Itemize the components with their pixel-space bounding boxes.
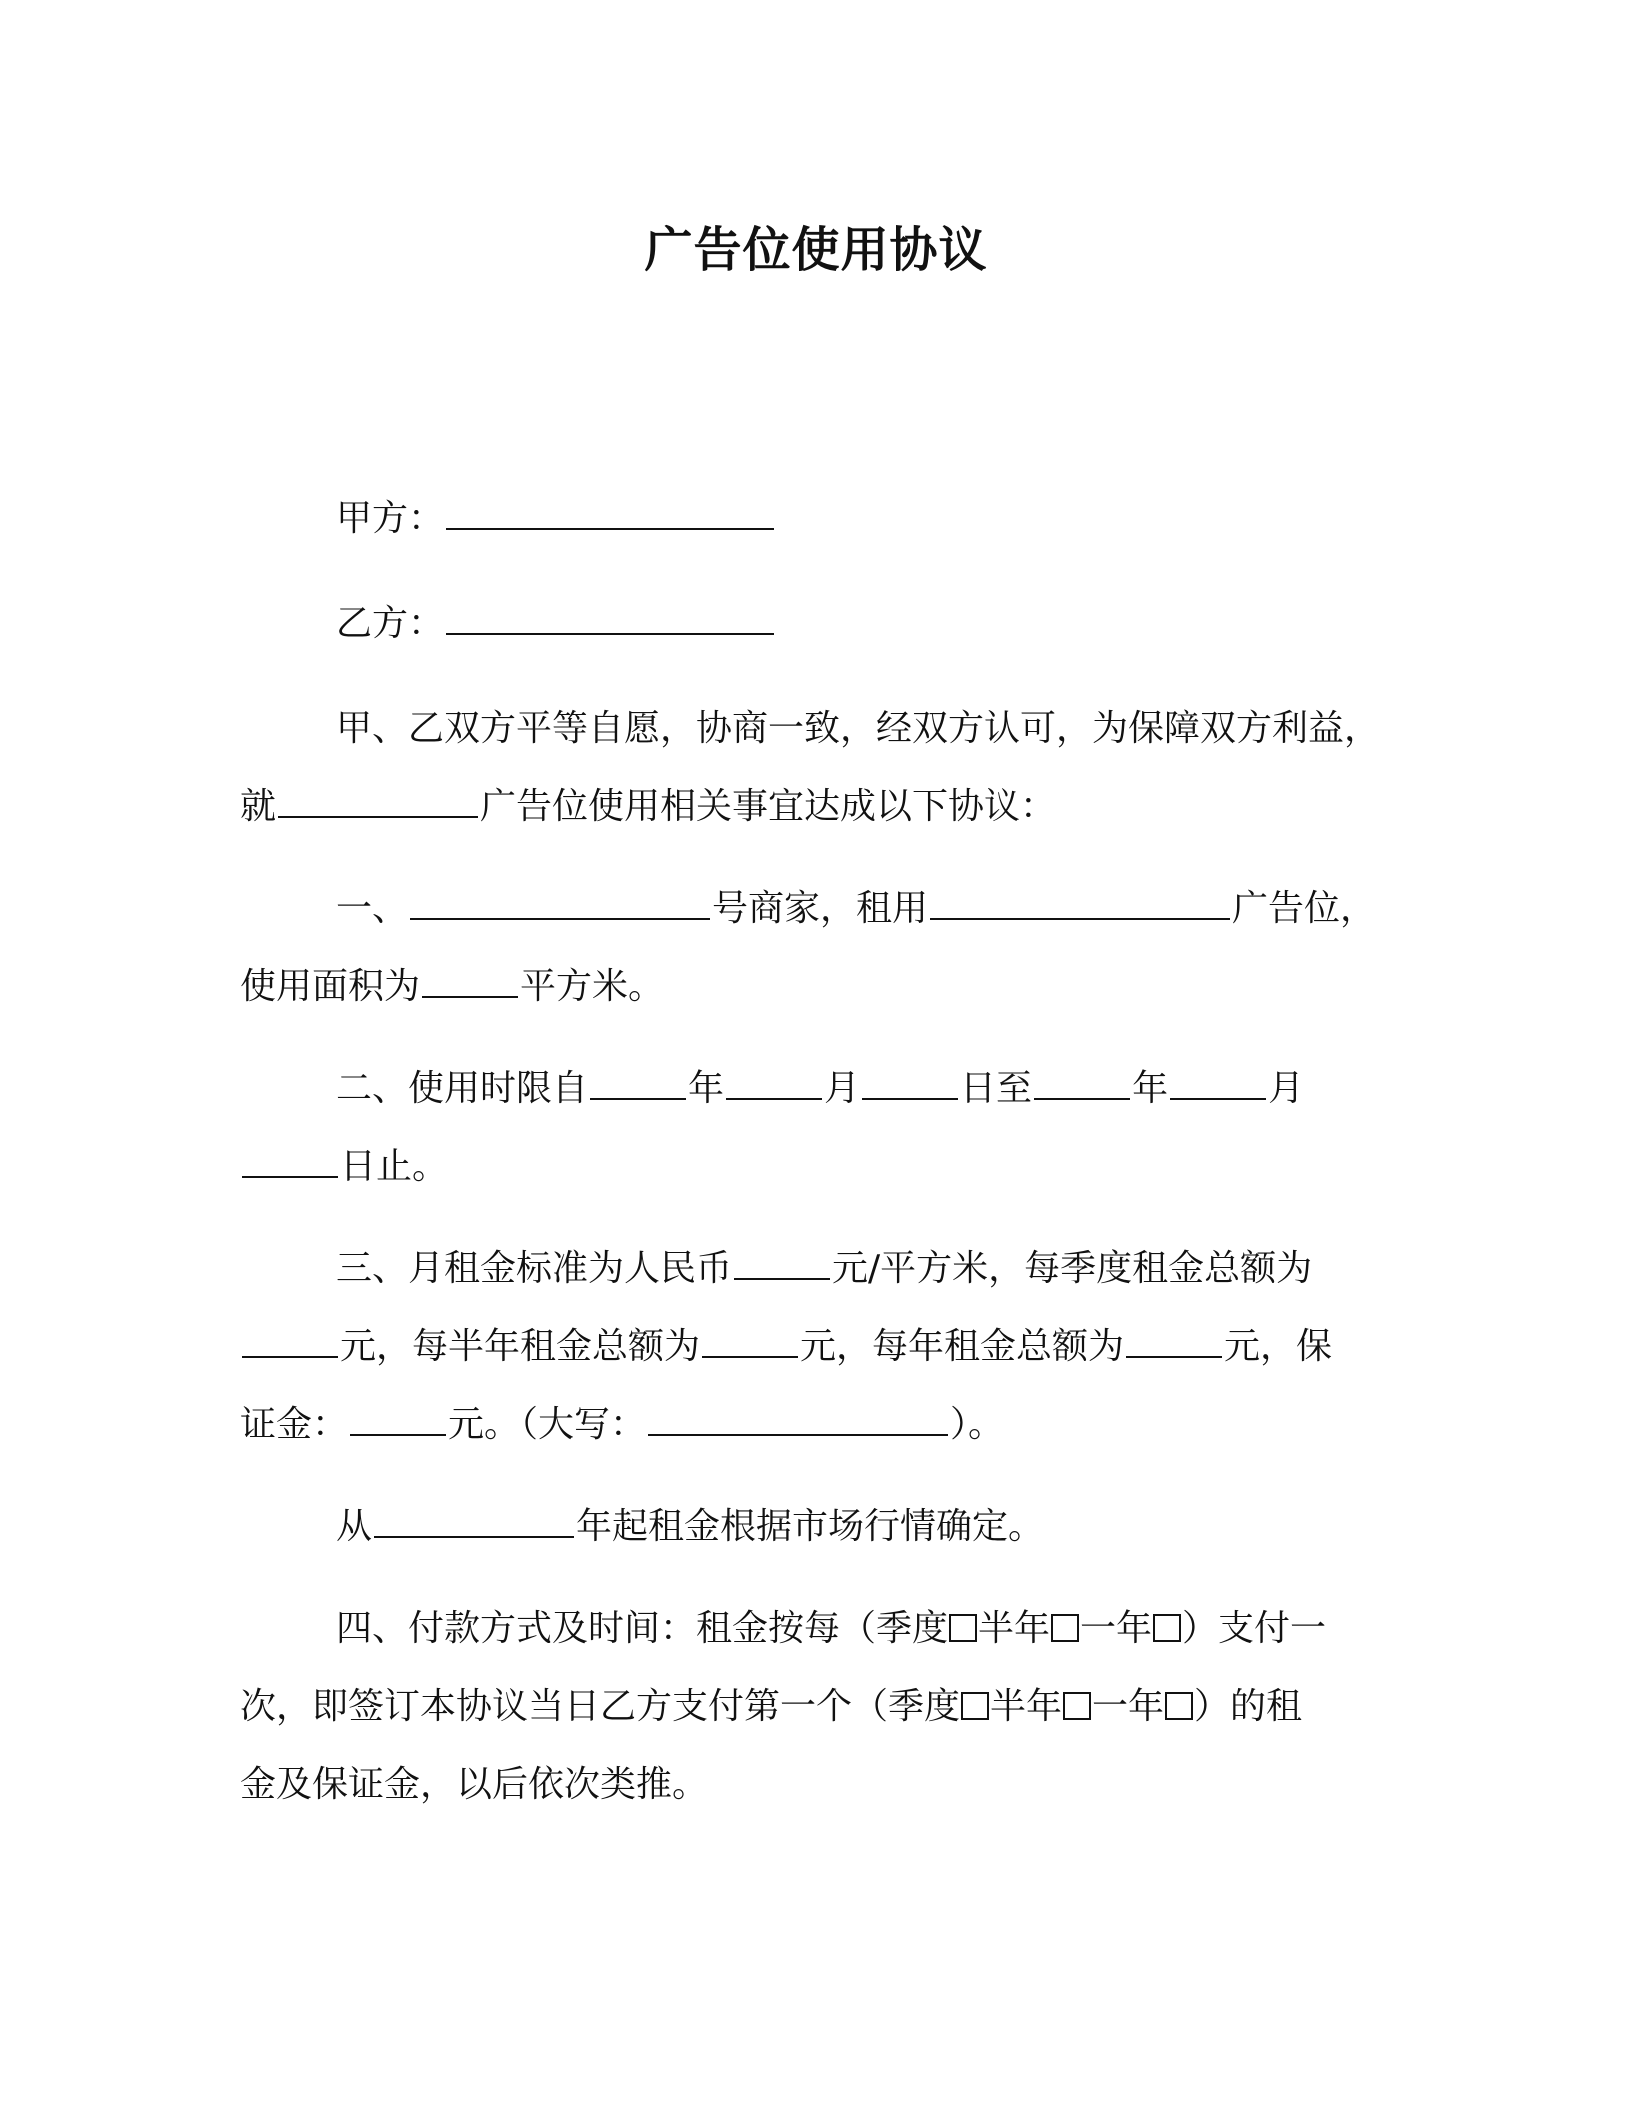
checkbox-quarterly[interactable] — [949, 1614, 977, 1642]
checkbox-one-year[interactable] — [1153, 1614, 1181, 1642]
end-day-blank[interactable] — [242, 1146, 338, 1178]
start-year-label: 年 — [688, 1068, 725, 1109]
end-month-blank[interactable] — [1170, 1068, 1266, 1100]
intro-line-1: 甲、乙双方平等自愿，协商一致，经双方认可，为保障双方利益， — [336, 708, 1381, 749]
intro-prefix: 就 — [240, 786, 277, 827]
clause-4-line2-suffix: ）的租 — [1194, 1686, 1303, 1727]
area-blank[interactable] — [422, 966, 518, 998]
party-a-line — [240, 480, 1410, 558]
checkbox-first-quarterly[interactable] — [961, 1692, 989, 1720]
clause-4-line1-suffix: ）支付一 — [1182, 1608, 1327, 1649]
area-suffix: 平方米。 — [520, 966, 665, 1007]
clause-2 — [240, 1050, 1410, 1206]
merchant-number-blank[interactable] — [410, 888, 710, 920]
end-year-blank[interactable] — [1034, 1068, 1130, 1100]
deposit-blank[interactable] — [350, 1404, 446, 1436]
clause-4-prefix: 四、付款方式及时间：租金按每（季度 — [336, 1608, 949, 1649]
monthly-rent-blank[interactable] — [734, 1248, 830, 1280]
upper-case-close: ）。 — [950, 1404, 1005, 1445]
checkbox-half-year[interactable] — [1051, 1614, 1079, 1642]
start-month-blank[interactable] — [726, 1068, 822, 1100]
end-month-label: 月 — [1268, 1068, 1305, 1109]
party-b-line — [240, 585, 1410, 663]
intro-paragraph — [240, 690, 1410, 846]
clause-4-line2-prefix: 次，即签订本协议当日乙方支付第一个（季度 — [240, 1686, 961, 1727]
quarterly-total-blank[interactable] — [242, 1326, 338, 1358]
clause-3 — [240, 1230, 1410, 1464]
party-a-label: 甲方： — [336, 498, 445, 539]
one-year-option: 一年 — [1080, 1608, 1153, 1649]
rent-market-suffix: 年起租金根据市场行情确定。 — [576, 1506, 1045, 1547]
checkbox-first-one-year[interactable] — [1165, 1692, 1193, 1720]
end-year-label: 年 — [1132, 1068, 1169, 1109]
clause-1-prefix: 一、 — [336, 888, 409, 929]
merchant-suffix: 号商家，租用 — [712, 888, 929, 929]
upper-case-open: 元。（大写： — [448, 1404, 647, 1445]
clause-1 — [240, 870, 1410, 1026]
intro-suffix: 广告位使用相关事宜达成以下协议： — [480, 786, 1057, 827]
start-day-label: 日至 — [960, 1068, 1033, 1109]
deposit-tail: 元，保 — [1224, 1326, 1333, 1367]
start-year-blank[interactable] — [590, 1068, 686, 1100]
yearly-label: 元，每年租金总额为 — [800, 1326, 1125, 1367]
clause-3-prefix: 三、月租金标准为人民币 — [336, 1248, 733, 1289]
deposit-label: 证金： — [240, 1404, 349, 1445]
document-title: 广告位使用协议 — [644, 222, 988, 278]
end-day-label: 日止。 — [340, 1146, 449, 1187]
half-year-total-blank[interactable] — [702, 1326, 798, 1358]
rent-market-line — [240, 1488, 1410, 1566]
party-b-label: 乙方： — [336, 603, 445, 644]
start-day-blank[interactable] — [862, 1068, 958, 1100]
intro-blank[interactable] — [278, 786, 478, 818]
start-month-label: 月 — [824, 1068, 861, 1109]
checkbox-first-half-year[interactable] — [1063, 1692, 1091, 1720]
upper-case-blank[interactable] — [648, 1404, 948, 1436]
clause-4 — [240, 1590, 1410, 1824]
yearly-total-blank[interactable] — [1126, 1326, 1222, 1358]
first-one-year-option: 一年 — [1092, 1686, 1165, 1727]
first-half-year-option: 半年 — [990, 1686, 1063, 1727]
ad-suffix: 广告位， — [1232, 888, 1377, 929]
rent-market-year-blank[interactable] — [374, 1506, 574, 1538]
ad-position-blank[interactable] — [930, 888, 1230, 920]
party-b-blank[interactable] — [446, 603, 774, 635]
unit-per-sqm: 元/平方米，每季度租金总额为 — [832, 1248, 1313, 1289]
area-prefix: 使用面积为 — [240, 966, 421, 1007]
rent-market-prefix: 从 — [336, 1506, 373, 1547]
party-a-blank[interactable] — [446, 498, 774, 530]
clause-2-prefix: 二、使用时限自 — [336, 1068, 589, 1109]
clause-4-line-3: 金及保证金，以后依次类推。 — [240, 1764, 709, 1805]
half-year-option: 半年 — [978, 1608, 1051, 1649]
half-year-label: 元，每半年租金总额为 — [340, 1326, 701, 1367]
